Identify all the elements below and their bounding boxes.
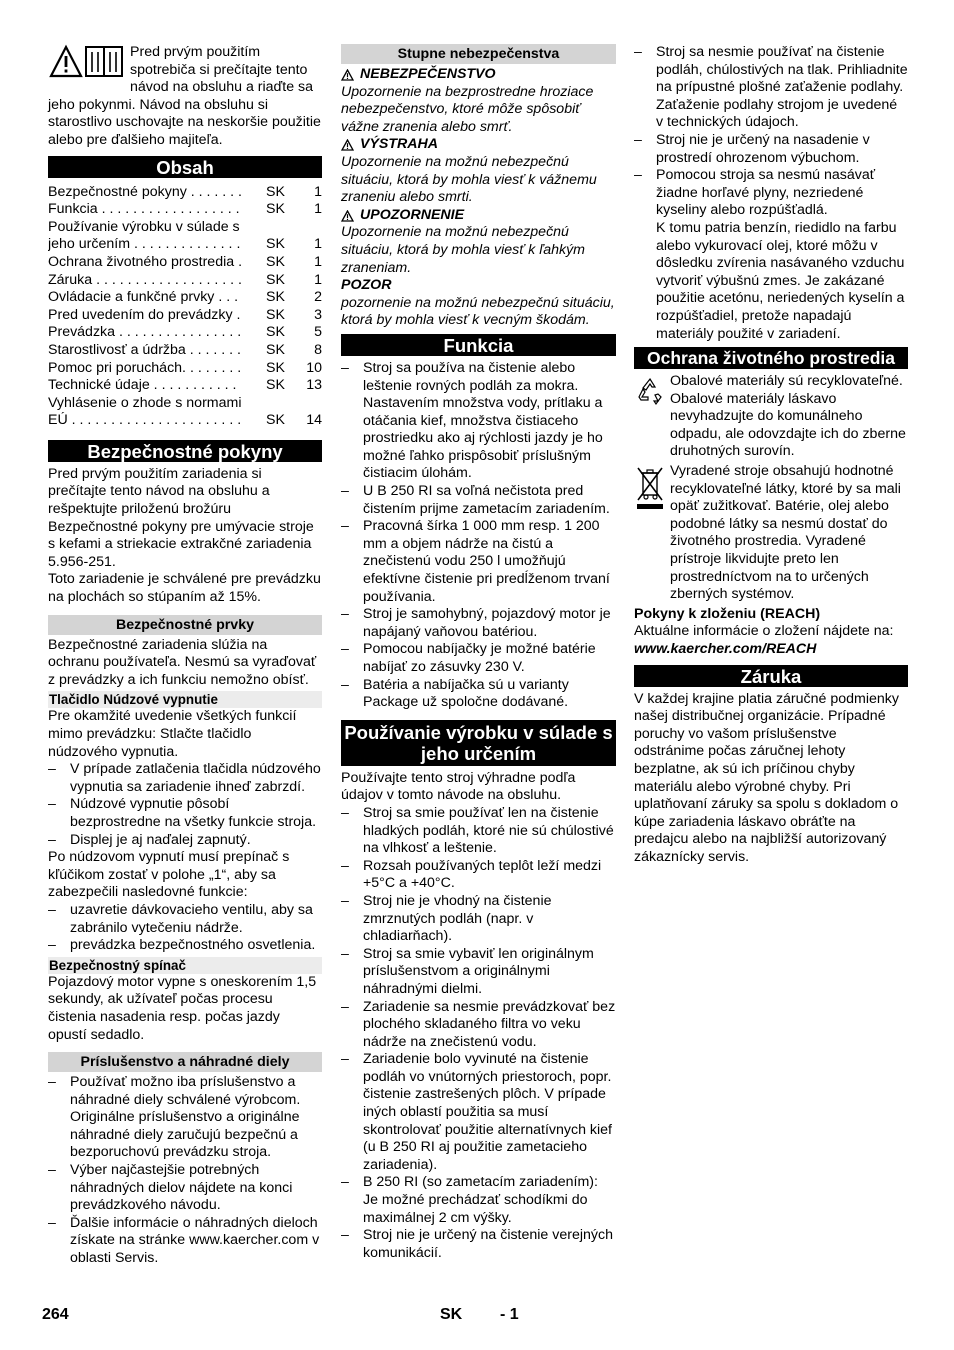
toc-lang: SK [266, 289, 285, 306]
toc-page: 1 [314, 183, 322, 200]
function-list [341, 360, 616, 712]
list-item: – Displej je aj naďalej zapnutý. [48, 832, 322, 850]
hazard-level-warning [341, 136, 616, 206]
toc-row[interactable] [48, 342, 322, 360]
hazard-level-label: VÝSTRAHA [360, 136, 439, 153]
toc-page: 1 [314, 271, 322, 288]
emergency-stop-list-2 [48, 902, 322, 955]
intro-block [48, 44, 322, 150]
list-item: – U B 250 RI sa voľná nečistota pred čistením prijme zametacím zariadením. [341, 483, 616, 518]
toc-title: Starostlivosť a údržba . . . . . . . [48, 341, 241, 358]
intended-use-note: K tomu patria benzín, riedidlo na farbu alebo vykurovací olej, ktoré môžu v dôsledku zvírenia nasávaného vzduchu vytvoriť výbušnú zmes. Je zakázané použitie acetónu, neriedených kyselín a rozpúšťadiel, pretože napadajú materiály použité v zariadení. [656, 219, 905, 342]
reach-heading: Pokyny k zloženiu (REACH) [634, 605, 821, 622]
reach-link[interactable]: www.kaercher.com/REACH [634, 641, 817, 657]
toc-lang: SK [266, 253, 285, 270]
safety-paragraph-2: Toto zariadenie je schválené pre prevádzku na plochách so stúpaním až 15%. [48, 571, 321, 606]
toc-page: 3 [314, 306, 322, 323]
list-item: – Stroj nie je určený na nasadenie v prostredí ohrozenom výbuchom. [634, 132, 908, 167]
list-item: – Stroj nie je určený na čistenie verejných komunikácií. [341, 1227, 616, 1262]
toc-lang: SK [266, 412, 285, 429]
list-item: – Núdzové vypnutie pôsobí bezprostredne na všetky funkcie stroja. [48, 796, 322, 831]
environment-disposal [634, 463, 908, 604]
toc-title: Vyhlásenie o zhode s normami [48, 394, 242, 411]
toc-row[interactable] [48, 412, 322, 430]
list-item: – uzavretie dávkovacieho ventilu, aby sa zabránilo vytečeniu nádrže. [48, 902, 322, 937]
toc-title: Používanie výrobku v súlade s [48, 218, 240, 235]
intended-use-list [341, 805, 616, 1262]
toc-title: Prevádzka . . . . . . . . . . . . . . . . [48, 324, 242, 341]
toc-lang: SK [266, 236, 285, 253]
list-item: – Používať možno iba príslušenstvo a náhradné diely schválené výrobcom. Originálne príslušenstvo a originálne náhradné diely zaručujú bezpečnú a bezporuchovú prevádzku stroja. [48, 1074, 322, 1162]
warning-triangle-icon [341, 139, 354, 151]
column-middle [341, 44, 616, 1262]
list-item: – Stroj sa nesmie používať na čistenie podláh, chúlostivých na tlak. Prihliadnite na prípustné plošné zaťaženie podlahy. Zaťaženie podlahy strojom je uvedené v technických údajoch. [634, 44, 908, 132]
intro-text: Pred prvým použitím spotrebiča si prečítajte tento návod na obsluhu a riaďte sa jeho pokynmi. Návod na obsluhu si starostlivo uschovajte na neskoršie použitie alebo pre ďalšieho majiteľa. [48, 44, 321, 148]
environment-paragraph-2: Vyradené stroje obsahujú hodnotné recyklovateľné látky, ktoré by sa mali opäť zužitkovať. Batérie, olej alebo podobné látky sa nesmú dostať do životného prostredia. Vyradené prístroje likvidujte preto len prostredníctvom na to určených zberných systémov. [670, 463, 901, 603]
toc-row[interactable] [48, 324, 322, 342]
intended-use-paragraph: Používajte tento stroj výhradne podľa údajov v tomto návode na obsluhu. [341, 769, 576, 804]
warranty-heading: Záruka [634, 665, 908, 687]
toc-page: 10 [306, 359, 322, 376]
toc-row[interactable] [48, 307, 322, 325]
safety-switch-heading: Bezpečnostný spínač [48, 957, 322, 974]
warranty-paragraph: V každej krajine platia záručné podmienky našej distribučnej organizácie. Prípadné poruchy vo vašom príslušenstve odstránime počas záručnej lehoty bezplatne, ak sú ich príčinou chyby materiálu alebo výrobné chyby. Pri uplatňovaní záruky sa spolu s dokladom o kúpe zariadenia láskavo obráťte na predajcu alebo na najbližší autorizovaný zákaznícky servis. [634, 690, 899, 865]
footer-section: - 1 [500, 1306, 519, 1323]
hazard-level-label: NEBEZPEČENSTVO [360, 66, 496, 82]
environment-packaging [634, 373, 908, 461]
toc-title: Pred uvedením do prevádzky . [48, 306, 241, 323]
list-item: – V prípade zatlačenia tlačidla núdzového vypnutia sa zariadenie ihneď zabrzdí. [48, 761, 322, 796]
toc-title: jeho určením . . . . . . . . . . . . . . [48, 236, 241, 253]
toc-lang: SK [266, 306, 285, 323]
toc-title: Bezpečnostné pokyny . . . . . . . [48, 183, 242, 200]
toc-lang: SK [266, 201, 285, 218]
toc-row[interactable] [48, 377, 322, 395]
toc-row[interactable] [48, 184, 322, 202]
toc-page: 1 [314, 201, 322, 218]
list-item: – Zariadenie bolo vyvinuté na čistenie podláh vo vnútorných priestoroch, popr. čistenie zastrešených plôch. V prípade iných oblastí použitia sa musí skontrolovať použitie alternatívnych kief (u B 250 RI aj použitie zametacieho zariadenia). [341, 1051, 616, 1174]
toc-page: 13 [306, 377, 322, 394]
toc-page: 1 [314, 253, 322, 270]
toc-title: Pomoc pri poruchách. . . . . . . . [48, 359, 242, 376]
list-item: – Batéria a nabíjačka sú u varianty Package už spoločne dodávané. [341, 677, 616, 712]
list-item: – Stroj sa používa na čistenie alebo leštenie rovných podláh za mokra. Nastavením množstva vody, prítlaku a otáčania kief, množstva čistiaceho prostriedku ako aj rýchlosti jazdy je ho možné ľahko prispôsobiť príslušným čistiacim úlohám. [341, 360, 616, 483]
list-item: – Stroj sa smie používať len na čistenie hladkých podláh, ktoré nie sú chúlostivé na vlhkosť a leštenie. [341, 805, 616, 858]
hazard-level-text: Upozornenie na bezprostredne hroziace nebezpečenstvo, ktoré môže spôsobiť vážne zranenia alebo smrť. [341, 83, 594, 135]
toc-title: Funkcia . . . . . . . . . . . . . . . . . . [48, 201, 240, 218]
warning-triangle-icon [341, 69, 354, 81]
reach-paragraph: Aktuálne informácie o zložení nájdete na: [634, 623, 894, 640]
toc-lang [266, 395, 296, 413]
hazard-level-danger [341, 66, 616, 136]
accessories-list [48, 1074, 322, 1268]
warning-and-manual-icon [48, 44, 126, 80]
list-item: – Rozsah používaných teplôt leží medzi +5°C a +40°C. [341, 858, 616, 893]
function-heading: Funkcia [341, 334, 616, 356]
list-item: – Zariadenie sa nesmie prevádzkovať bez plochého skladaného filtra vo veku nádrže na znečistenú vodu. [341, 999, 616, 1052]
list-item: – Stroj je samohybný, pojazdový motor je napájaný vaňovou batériou. [341, 606, 616, 641]
toc-row[interactable] [48, 289, 322, 307]
hazard-level-label: POZOR [341, 277, 392, 294]
emergency-stop-list [48, 761, 322, 849]
toc-page: 2 [314, 289, 322, 306]
toc-title: Ovládacie a funkčné prvky . . . [48, 289, 239, 306]
toc-row[interactable] [48, 236, 322, 254]
toc-lang [266, 219, 296, 237]
toc-lang: SK [266, 271, 285, 288]
toc-title: Technické údaje . . . . . . . . . . . [48, 377, 237, 394]
toc-heading: Obsah [48, 156, 322, 178]
warning-triangle-icon [341, 210, 354, 222]
toc-row[interactable] [48, 395, 322, 413]
safety-devices-heading: Bezpečnostné prvky [48, 615, 322, 635]
list-item: – B 250 RI (so zametacím zariadením): Je možné prechádzať schodíkmi do maximálnej 2 cm výšky. [341, 1174, 616, 1227]
list-item: – Ďalšie informácie o náhradných dieloch získate na stránke www.kaercher.com v oblasti Servis. [48, 1215, 322, 1268]
toc-lang: SK [266, 183, 285, 200]
hazard-level-text: Upozornenie na možnú nebezpečnú situáciu, ktorá by mohla viesť k ľahkým zraneniam. [341, 224, 585, 276]
toc-title: Ochrana životného prostredia . [48, 253, 243, 270]
list-item: – Pomocou nabíjačky je možné batérie nabíjať zo zásuvky 230 V. [341, 641, 616, 676]
toc-row[interactable] [48, 254, 322, 272]
emergency-stop-paragraph: Pre okamžité uvedenie všetkých funkcií mimo prevádzku: Stlačte tlačidlo núdzového vypnutia. [48, 708, 297, 760]
table-of-contents [48, 184, 322, 430]
toc-row[interactable] [48, 219, 322, 237]
column-right [634, 44, 908, 867]
toc-page [296, 395, 322, 413]
intended-use-heading: Používanie výrobku v súlade s jeho určením [341, 720, 616, 766]
toc-title: EÚ . . . . . . . . . . . . . . . . . . . . . . [48, 412, 242, 429]
hazard-level-text: pozornenie na možnú nebezpečnú situáciu, ktorá by mohla viesť k vecným škodám. [341, 294, 615, 329]
page-number: 264 [42, 1306, 69, 1323]
toc-lang: SK [266, 377, 285, 394]
toc-page: 1 [314, 236, 322, 253]
emergency-stop-paragraph-2: Po núdzovom vypnutí musí prepínač s kľúčikom zostať v polohe „1“, aby sa zabezpečili nasledovné funkcie: [48, 849, 290, 901]
list-item: – prevádzka bezpečnostného osvetlenia. [48, 937, 322, 955]
hazard-level-text: Upozornenie na možnú nebezpečnú situáciu, ktorá by mohla viesť k vážnemu zraneniu alebo smrti. [341, 153, 597, 206]
footer-language: SK [440, 1306, 463, 1323]
crossed-bin-icon [634, 465, 666, 511]
list-item: – Pracovná šírka 1 000 mm resp. 1 200 mm a objem nádrže na čistú a znečistenú vodu 250 l umožňujú efektívne čistenie pri predĺženom trvaní používania. [341, 518, 616, 606]
list-item: – Stroj nie je vhodný na čistenie zmrznutých podláh (napr. v chladiarňach). [341, 893, 616, 946]
accessories-heading: Príslušenstvo a náhradné diely [48, 1052, 322, 1072]
hazard-level-caution [341, 207, 616, 277]
safety-switch-paragraph: Pojazdový motor vypne s oneskorením 1,5 sekundy, ak užívateľ počas procesu čistenia nasadenia resp. počas jazdy opustí sedadlo. [48, 973, 317, 1043]
hazard-level-label: UPOZORNENIE [360, 206, 465, 223]
list-item: – Stroj sa smie vybaviť len originálnym príslušenstvom a originálnymi náhradnými dielmi. [341, 946, 616, 999]
toc-lang: SK [266, 324, 285, 341]
toc-lang: SK [266, 341, 285, 358]
toc-page: 14 [306, 412, 322, 429]
environment-heading: Ochrana životného prostredia [634, 347, 908, 369]
toc-page: 8 [314, 341, 322, 358]
safety-heading: Bezpečnostné pokyny [48, 440, 322, 462]
safety-devices-paragraph: Bezpečnostné zariadenia slúžia na ochranu používateľa. Nesmú sa vyraďovať z prevádzky a ich funkciu nemožno obísť. [48, 636, 317, 688]
safety-paragraph-1: Pred prvým použitím zariadenia si prečítajte tento návod na obsluhu a rešpektujte priloženú brožúru Bezpečnostné pokyny pre umývacie stroje s kefami a striekacie extrakčné zariadenia 5.956-251. [48, 465, 314, 570]
toc-page [296, 219, 322, 237]
list-item: – Pomocou stroja sa nesmú nasávať žiadne horľavé plyny, nezriedené kyseliny alebo rozpúšťadlá. [634, 167, 908, 220]
toc-row[interactable] [48, 272, 322, 290]
toc-row[interactable] [48, 201, 322, 219]
recycling-icon [634, 375, 666, 407]
hazard-level-notice [341, 277, 616, 330]
toc-page: 5 [314, 324, 322, 341]
hazard-levels-heading: Stupne nebezpečenstva [341, 44, 616, 64]
list-item: – Výber najčastejšie potrebných náhradných dielov nájdete na konci prevádzkového návodu. [48, 1162, 322, 1215]
toc-lang: SK [266, 359, 285, 376]
column-left [48, 44, 322, 1268]
toc-row[interactable] [48, 360, 322, 378]
intended-use-list-continued [634, 44, 908, 220]
environment-paragraph-1: Obalové materiály sú recyklovateľné. Obalové materiály láskavo nevyhadzujte do komunálneho odpadu, ale odovzdajte ich do zberne druhotných surovín. [670, 373, 906, 460]
toc-title: Záruka . . . . . . . . . . . . . . . . . . . [48, 271, 242, 288]
emergency-stop-heading: Tlačidlo Núdzové vypnutie [48, 691, 322, 708]
